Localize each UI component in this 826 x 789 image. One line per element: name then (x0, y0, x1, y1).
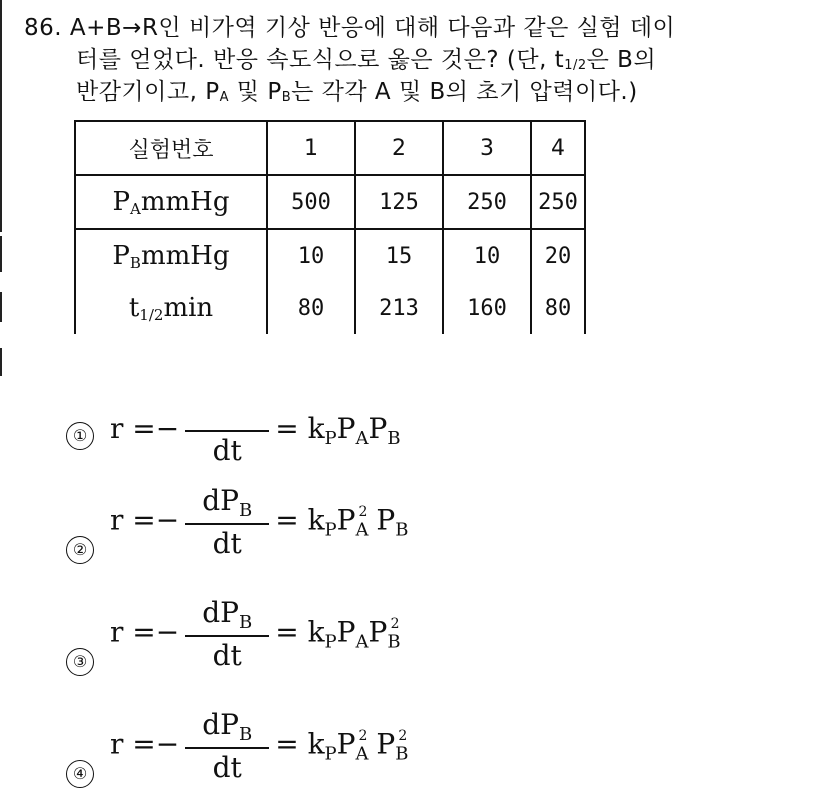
table-cell: 160 (443, 282, 531, 334)
rate-equation: r =− dt = $k_PP_AP_B$ (110, 394, 401, 467)
rate-equation: r =− $\frac{dP_B}{dt}$ = $k_PP_AP_B^2$ (110, 596, 401, 672)
table-cell: 20 (531, 229, 585, 282)
table-row (75, 282, 585, 334)
table-cell: 80 (531, 282, 585, 334)
option-marker: ③ (66, 648, 94, 676)
margin-line-mid (0, 236, 2, 272)
option-marker: ② (66, 536, 94, 564)
question-line-1: A+B→R인 비가역 기상 반응에 대해 다음과 같은 실험 데이 (69, 15, 676, 41)
table-header-col-3: 3 (443, 121, 531, 175)
row-label-pa: $P_AmmHg$ (75, 175, 267, 229)
table-cell: 250 (531, 175, 585, 229)
table-cell: 10 (267, 229, 355, 282)
margin-line-low (0, 292, 2, 322)
question-line-2: 터를 얻었다. 반응 속도식으로 옳은 것은? (단, $t_{1/2}$은 B의 (76, 47, 657, 73)
experiment-data-table (74, 120, 586, 334)
table-cell: 125 (355, 175, 443, 229)
table-row (75, 175, 585, 229)
option-marker: ① (66, 422, 94, 450)
option-1[interactable] (66, 394, 486, 467)
table-header-label: 실험번호 (75, 121, 267, 175)
question-text (24, 12, 804, 108)
option-3[interactable] (66, 596, 486, 682)
fraction: $\frac{dP_B}{dt}$ (185, 484, 269, 560)
table-cell: 10 (443, 229, 531, 282)
table-cell: 250 (443, 175, 531, 229)
row-label-pb: $P_BmmHg$ (75, 229, 267, 282)
margin-line-bottom (0, 348, 2, 376)
option-4[interactable] (66, 708, 486, 788)
table-header-row (75, 121, 585, 175)
table-cell: 213 (355, 282, 443, 334)
fraction: $\frac{dP_B}{dt}$ (185, 708, 269, 784)
row-label-thalf: $t_{1/2}\min$ (75, 282, 267, 334)
table-cell: 15 (355, 229, 443, 282)
table-cell: 500 (267, 175, 355, 229)
question-number: 86. (24, 15, 63, 41)
rate-equation: r =− $\frac{dP_B}{dt}$ = $k_PP_A^2$ $P_B^2$ (110, 708, 409, 784)
table-header-col-1: 1 (267, 121, 355, 175)
margin-line-top (0, 0, 2, 232)
option-marker: ④ (66, 760, 94, 788)
table-header-col-2: 2 (355, 121, 443, 175)
rate-equation: r =− $\frac{dP_B}{dt}$ = $k_PP_A^2$ $P_B$ (110, 484, 409, 560)
question-line-3: 반감기이고, $P_A$ 및 $P_B$는 각각 A 및 B의 초기 압력이다.) (76, 79, 638, 105)
table-row (75, 229, 585, 282)
table-cell: 80 (267, 282, 355, 334)
fraction: dt (185, 394, 269, 467)
fraction: $\frac{dP_B}{dt}$ (185, 596, 269, 672)
table-header-col-4: 4 (531, 121, 585, 175)
option-2[interactable] (66, 484, 486, 570)
